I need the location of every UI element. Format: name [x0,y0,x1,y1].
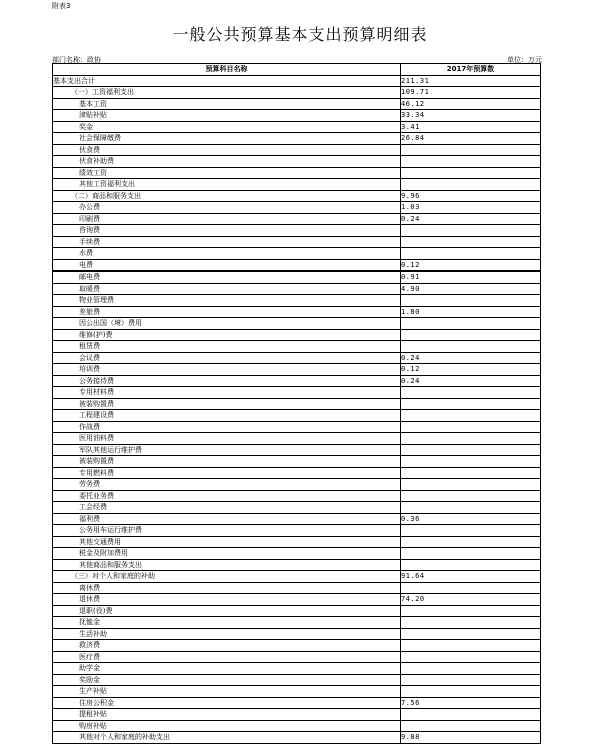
table-row [53,663,541,675]
row-amount-cell [401,444,541,456]
table-row [53,559,541,571]
row-amount-cell [401,525,541,537]
row-name-cell: 其他商品和服务支出 [53,559,401,571]
row-name-cell: 工会经费 [53,502,401,514]
row-name-cell: 其他对个人和家庭的补助支出 [53,732,401,744]
row-name-cell: 退职(役)费 [53,605,401,617]
row-name-cell: 培训费 [53,364,401,376]
table-header-row [53,64,541,76]
row-amount-cell: 0.24 [401,213,541,225]
row-name-cell: 取暖费 [53,283,401,295]
table-row [53,375,541,387]
row-amount-cell [401,617,541,629]
row-name-cell: 公务接待费 [53,375,401,387]
table-row [53,98,541,110]
row-name-cell: 被装购置费 [53,398,401,410]
row-name-cell: 伙食费 [53,144,401,156]
row-name-cell: 手续费 [53,236,401,248]
row-amount-cell: 4.90 [401,283,541,295]
row-name-cell: 租赁费 [53,341,401,353]
budget-table [52,63,541,744]
table-row [53,387,541,399]
row-amount-cell [401,709,541,721]
page-title: 一般公共预算基本支出预算明细表 [172,25,428,44]
row-name-cell: （一）工资福利支出 [53,87,401,99]
table-row [53,628,541,640]
row-amount-cell [401,410,541,422]
row-amount-cell [401,167,541,179]
table-row [53,571,541,583]
table-row [53,283,541,295]
table-row [53,536,541,548]
row-name-cell: 伙食补助费 [53,156,401,168]
row-amount-cell: 0.91 [401,271,541,283]
row-amount-cell [401,341,541,353]
row-name-cell: 购房补贴 [53,720,401,732]
row-amount-cell [401,295,541,307]
table-row [53,329,541,341]
table-row [53,271,541,283]
row-name-cell: 军队其他运行维护费 [53,444,401,456]
table-row [53,490,541,502]
table-row [53,87,541,99]
row-name-cell: 办公费 [53,202,401,214]
table-row [53,110,541,122]
attachment-label: 附表3 [52,2,71,10]
table-row [53,513,541,525]
row-name-cell: （三）对个人和家庭的补助 [53,571,401,583]
row-name-cell: 劳务费 [53,479,401,491]
row-name-cell: 维修(护)费 [53,329,401,341]
table-row [53,640,541,652]
table-row [53,225,541,237]
row-name-cell: 委托业务费 [53,490,401,502]
row-amount-cell: 33.34 [401,110,541,122]
table-row [53,167,541,179]
table-row [53,398,541,410]
row-amount-cell [401,156,541,168]
row-amount-cell [401,225,541,237]
row-name-cell: 水费 [53,248,401,260]
table-row [53,341,541,353]
table-row [53,306,541,318]
table-row [53,295,541,307]
row-amount-cell [401,248,541,260]
row-amount-cell [401,663,541,675]
row-amount-cell [401,387,541,399]
row-name-cell: 其他工资福利支出 [53,179,401,191]
department-label: 部门名称：政协 [52,56,101,64]
row-name-cell: 奖励金 [53,674,401,686]
table-row [53,605,541,617]
row-amount-cell [401,720,541,732]
table-row [53,213,541,225]
row-amount-cell: 74.20 [401,594,541,606]
row-amount-cell [401,686,541,698]
row-amount-cell [401,479,541,491]
row-name-cell: 绩效工资 [53,167,401,179]
row-name-cell: 物业管理费 [53,295,401,307]
row-name-cell: 会议费 [53,352,401,364]
row-amount-cell [401,536,541,548]
table-row [53,259,541,271]
row-amount-cell [401,559,541,571]
row-name-cell: 其他交通费用 [53,536,401,548]
row-name-cell: 邮电费 [53,271,401,283]
row-amount-cell [401,179,541,191]
header-name: 预算科目名称 [53,64,401,76]
unit-label: 单位：万元 [507,56,542,64]
row-amount-cell [401,318,541,330]
row-name-cell: 咨询费 [53,225,401,237]
row-amount-cell [401,236,541,248]
table-row [53,121,541,133]
row-name-cell: 津贴补贴 [53,110,401,122]
row-name-cell: 公务用车运行维护费 [53,525,401,537]
row-name-cell: 救济费 [53,640,401,652]
table-row [53,502,541,514]
table-row [53,133,541,145]
row-amount-cell [401,582,541,594]
table-row [53,697,541,709]
table-row [53,617,541,629]
row-amount-cell: 9.96 [401,190,541,202]
table-row [53,144,541,156]
row-name-cell: 专用材料费 [53,387,401,399]
table-row [53,202,541,214]
row-amount-cell [401,674,541,686]
row-amount-cell [401,467,541,479]
row-amount-cell: 0.24 [401,375,541,387]
row-amount-cell: 46.12 [401,98,541,110]
table-body [53,75,541,743]
table-row [53,456,541,468]
table-row [53,179,541,191]
row-amount-cell [401,421,541,433]
table-row [53,75,541,87]
row-name-cell: 税金及附加费用 [53,548,401,560]
row-amount-cell [401,628,541,640]
row-amount-cell [401,398,541,410]
table-row [53,594,541,606]
table-row [53,156,541,168]
row-name-cell: 差旅费 [53,306,401,318]
row-amount-cell [401,651,541,663]
header-amount: 2017年预算数 [401,64,541,76]
table-row [53,651,541,663]
table-row [53,410,541,422]
row-amount-cell [401,456,541,468]
row-name-cell: 福利费 [53,513,401,525]
row-amount-cell: 0.24 [401,352,541,364]
row-amount-cell [401,548,541,560]
row-name-cell: 作战费 [53,421,401,433]
row-amount-cell: 109.71 [401,87,541,99]
table-row [53,467,541,479]
row-amount-cell: 1.80 [401,306,541,318]
row-amount-cell: 0.12 [401,259,541,271]
table-row [53,444,541,456]
row-name-cell: 基本支出合计 [53,75,401,87]
row-name-cell: 奖金 [53,121,401,133]
table-row [53,732,541,744]
row-amount-cell: 0.12 [401,364,541,376]
row-amount-cell: 3.41 [401,121,541,133]
table-row [53,352,541,364]
row-name-cell: 医疗费 [53,651,401,663]
table-row [53,236,541,248]
row-amount-cell [401,640,541,652]
row-name-cell: 电费 [53,259,401,271]
row-amount-cell: 7.56 [401,697,541,709]
table-row [53,318,541,330]
row-name-cell: 退休费 [53,594,401,606]
row-name-cell: 医用油料费 [53,433,401,445]
row-name-cell: 生产补贴 [53,686,401,698]
table-row [53,421,541,433]
table-row [53,720,541,732]
table-row [53,548,541,560]
table-row [53,479,541,491]
row-amount-cell [401,144,541,156]
table-row [53,364,541,376]
row-amount-cell [401,605,541,617]
row-amount-cell: 91.64 [401,571,541,583]
row-name-cell: 基本工资 [53,98,401,110]
row-name-cell: 提租补贴 [53,709,401,721]
row-name-cell: 社会保障缴费 [53,133,401,145]
table-row [53,686,541,698]
table-row [53,525,541,537]
row-amount-cell [401,433,541,445]
table-row [53,433,541,445]
table-row [53,248,541,260]
row-name-cell: （二）商品和服务支出 [53,190,401,202]
row-amount-cell [401,490,541,502]
row-amount-cell: 26.84 [401,133,541,145]
row-amount-cell [401,502,541,514]
row-name-cell: 专用燃料费 [53,467,401,479]
row-amount-cell [401,329,541,341]
table-row [53,674,541,686]
row-name-cell: 印刷费 [53,213,401,225]
row-name-cell: 因公出国（境）费用 [53,318,401,330]
row-amount-cell: 9.88 [401,732,541,744]
table-row [53,190,541,202]
table-row [53,709,541,721]
row-amount-cell: 1.03 [401,202,541,214]
row-name-cell: 抚恤金 [53,617,401,629]
row-amount-cell: 0.36 [401,513,541,525]
row-name-cell: 生活补助 [53,628,401,640]
row-name-cell: 助学金 [53,663,401,675]
row-name-cell: 住房公积金 [53,697,401,709]
row-name-cell: 被装购置费 [53,456,401,468]
row-name-cell: 工程建设费 [53,410,401,422]
table-row [53,582,541,594]
row-name-cell: 离休费 [53,582,401,594]
row-amount-cell: 211.31 [401,75,541,87]
